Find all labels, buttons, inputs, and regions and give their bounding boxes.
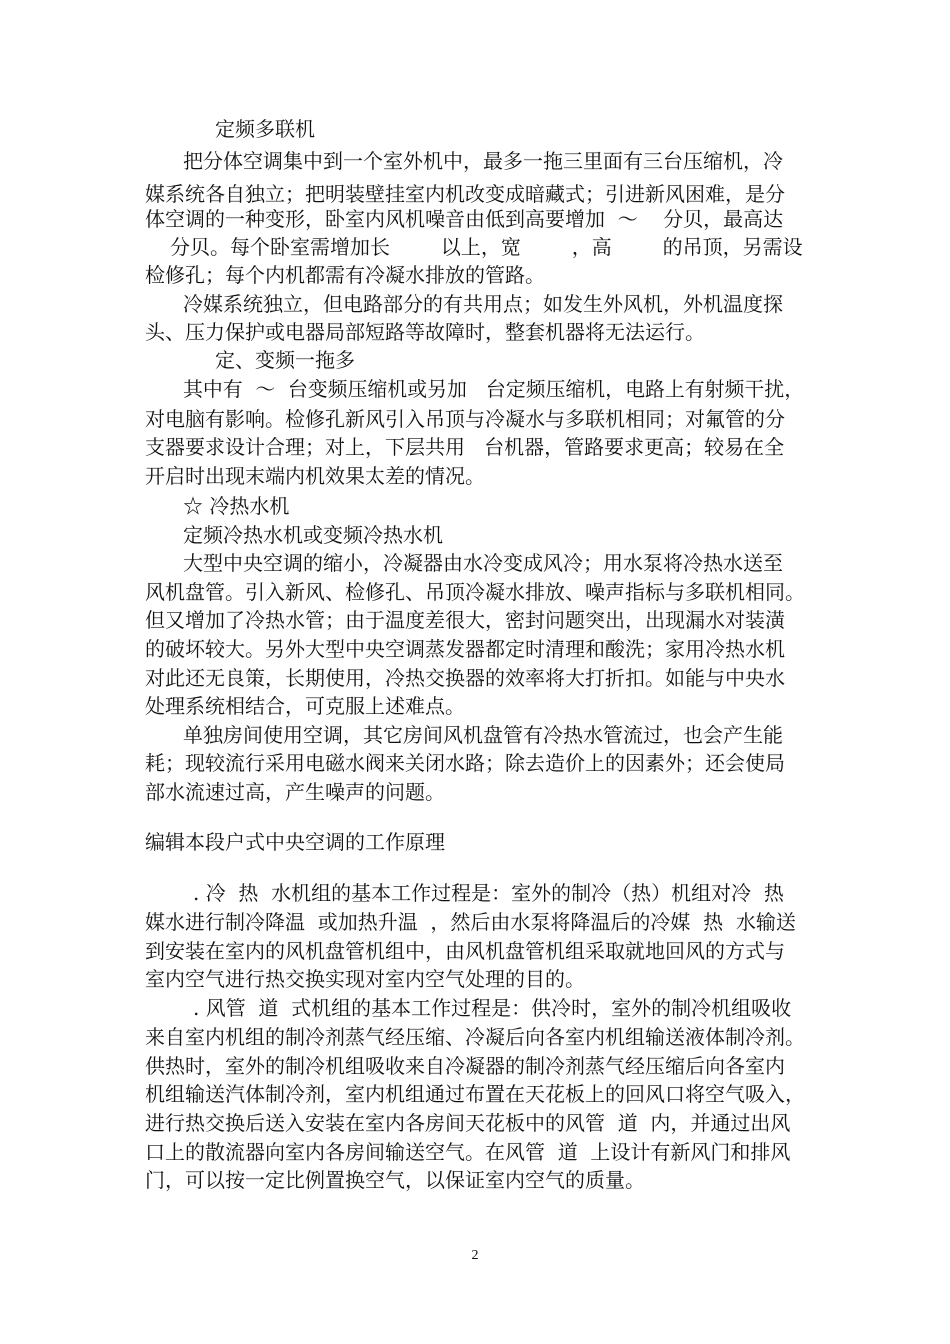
heading-fixed-frequency-multi-split: 定频多联机	[215, 117, 315, 141]
paragraph-line: 媒水进行制冷降温 或加热升温 ，然后由水泵将降温后的冷媒 热 水输送	[145, 910, 796, 934]
paragraph-line: 门，可以按一定比例置换空气，以保证室内空气的质量。	[145, 1168, 645, 1192]
page-number: 2	[471, 1248, 479, 1263]
paragraph-line: 但又增加了冷热水管；由于温度差很大，密封问题突出，出现漏水对装潢	[145, 608, 785, 632]
subheading-water-unit-types: 定频冷热水机或变频冷热水机	[183, 523, 443, 547]
paragraph-line: 把分体空调集中到一个室外机中，最多一拖三里面有三台压缩机，冷	[183, 149, 783, 173]
paragraph-line: 风机盘管。引入新风、检修孔、吊顶冷凝水排放、噪声指标与多联机相同。	[145, 580, 805, 604]
paragraph-line: 媒系统各自独立；把明装壁挂室内机改变成暗藏式；引进新风困难，是分	[145, 182, 785, 206]
paragraph-line: 单独房间使用空调，其它房间风机盘管有冷热水管流过，也会产生能	[183, 723, 783, 747]
paragraph-line: 对电脑有影响。检修孔新风引入吊顶与冷凝水与多联机相同；对氟管的分	[145, 407, 785, 431]
paragraph-line: . 冷 热 水机组的基本工作过程是：室外的制冷（热）机组对冷 热	[193, 881, 784, 905]
paragraph-line: 冷媒系统独立，但电路部分的有共用点；如发生外风机，外机温度探	[183, 292, 783, 316]
paragraph-line: 供热时，室外的制冷机组吸收来自冷凝器的制冷剂蒸气经压缩后向各室内	[145, 1054, 785, 1078]
paragraph-line: 机组输送汽体制冷剂，室内机组通过布置在天花板上的回风口将空气吸入，	[145, 1082, 805, 1106]
paragraph-line: 对此还无良策，长期使用，冷热交换器的效率将大打折扣。如能与中央水	[145, 666, 785, 690]
paragraph-line: 检修孔；每个内机都需有冷凝水排放的管路。	[145, 263, 545, 287]
paragraph-line: 体空调的一种变形，卧室内风机噪音由低到高要增加 ～ 分贝，最高达	[145, 207, 784, 231]
paragraph-line: 部水流速过高，产生噪声的问题。	[145, 780, 445, 804]
paragraph-line: 耗；现较流行采用电磁水阀来关闭水路；除去造价上的因素外；还会使局	[145, 751, 785, 775]
paragraph-line: . 风管 道 式机组的基本工作过程是：供冷时，室外的制冷机组吸收	[193, 996, 792, 1020]
paragraph-line: 进行热交换后送入安装在室内各房间天花板中的风管 道 内，并通过出风	[145, 1111, 791, 1135]
section-heading-working-principle: 编辑本段户式中央空调的工作原理	[145, 830, 445, 854]
paragraph-line: 室内空气进行热交换实现对室内空气处理的目的。	[145, 967, 585, 991]
paragraph-line: 其中有 ～ 台变频压缩机或另加 台定频压缩机，电路上有射频干扰，	[183, 378, 805, 401]
paragraph-line: 处理系统相结合，可克服上述难点。	[145, 694, 465, 718]
paragraph-line: 分贝。每个卧室需增加长 以上，宽 ，高 的吊顶，另需设	[170, 235, 803, 259]
heading-hot-cold-water-unit: ☆ 冷热水机	[183, 494, 290, 518]
paragraph-line: 头、压力保护或电器局部短路等故障时，整套机器将无法运行。	[145, 320, 705, 344]
paragraph-line: 的破坏较大。另外大型中央空调蒸发器都定时清理和酸洗；家用冷热水机	[145, 637, 785, 661]
paragraph-line: 大型中央空调的缩小，冷凝器由水冷变成风冷；用水泵将冷热水送至	[183, 551, 783, 575]
paragraph-line: 开启时出现末端内机效果太差的情况。	[145, 464, 485, 488]
paragraph-line: 口上的散流器向室内各房间输送空气。在风管 道 上设计有新风门和排风	[145, 1140, 791, 1164]
heading-fixed-variable-multi: 定、变频一拖多	[215, 348, 355, 372]
paragraph-line: 到安装在室内的风机盘管机组中，由风机盘管机组采取就地回风的方式与	[145, 939, 785, 963]
paragraph-line: 来自室内机组的制冷剂蒸气经压缩、冷凝后向各室内机组输送液体制冷剂。	[145, 1025, 805, 1049]
paragraph-line: 支器要求设计合理；对上，下层共用 台机器，管路要求更高；较易在全	[145, 435, 785, 459]
